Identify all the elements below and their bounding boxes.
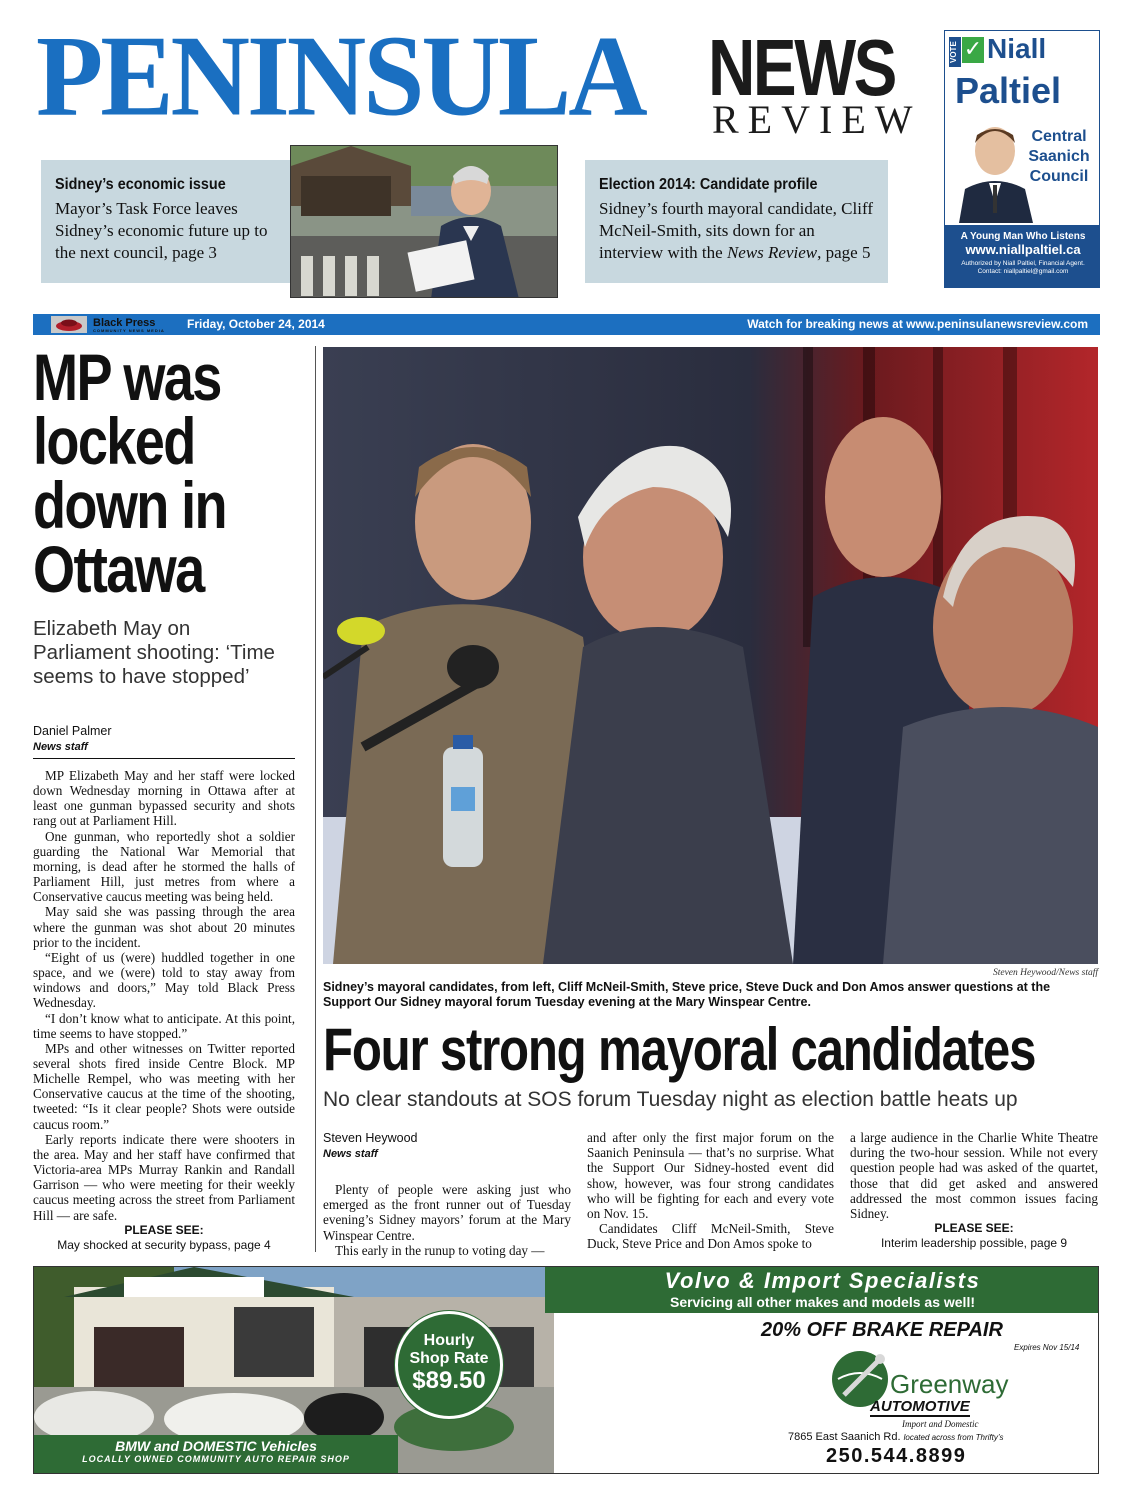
left-story-deck: Elizabeth May on Parliament shooting: ‘Time seems to have stopped’ bbox=[33, 617, 275, 688]
ad-left-band-sub: LOCALLY OWNED COMMUNITY AUTO REPAIR SHOP bbox=[82, 1454, 350, 1464]
logo-sub: Import and Domestic bbox=[902, 1419, 979, 1429]
issue-date: Friday, October 24, 2014 bbox=[187, 317, 325, 331]
logo-name: Greenway bbox=[890, 1369, 1009, 1399]
paragraph: a large audience in the Charlie White Theatre during the two-hour session. While not every question people had was asked of the quartet, those that did get asked and answered addressed the most common issues facing Sidney. bbox=[850, 1130, 1098, 1222]
offer-expiry: Expires Nov 15/14 bbox=[1014, 1343, 1080, 1352]
left-story-body bbox=[33, 768, 295, 1253]
left-story-byline bbox=[33, 723, 295, 759]
ad-left-band-title: BMW and DOMESTIC Vehicles bbox=[115, 1438, 317, 1454]
main-photo bbox=[323, 347, 1098, 964]
paragraph: MPs and other witnesses on Twitter reported several shots fired inside Centre Block. MP Michelle Rempel, who was meeting with her Conservative caucus at the time of the shooting, tweeted: “Is it clear people? Shots were outside caucus room.” bbox=[33, 1040, 295, 1132]
teaser-economic-issue[interactable] bbox=[41, 160, 290, 283]
paragraph: This early in the runup to voting day — bbox=[335, 1242, 545, 1258]
brake-offer: 20% OFF BRAKE REPAIR bbox=[761, 1319, 1003, 1341]
teaser-candidate-profile[interactable] bbox=[585, 160, 888, 283]
ad-banner-title: Volvo & Import Specialists bbox=[664, 1268, 981, 1293]
column-divider bbox=[315, 346, 316, 1252]
black-press-icon bbox=[51, 316, 87, 333]
paragraph: Plenty of people were asking just who emerged as the front runner out of Tuesday evening’s Sidney mayors’ forum at the Mary Winspear Centre. bbox=[323, 1182, 571, 1243]
teaser-body-publication: News Review bbox=[726, 243, 818, 262]
paragraph: “Eight of us (were) huddled together in one space, and we (were) told to stay away from windows and doors,” May told Black Press Wednesday. bbox=[33, 949, 295, 1011]
rate-line: Hourly bbox=[423, 1332, 475, 1349]
office-line: Saanich bbox=[1028, 148, 1090, 165]
election-ad[interactable] bbox=[944, 30, 1100, 288]
teaser-photo-mayor bbox=[290, 145, 558, 298]
photo-caption: Sidney’s mayoral candidates, from left, Cliff McNeil-Smith, Steve price, Steve Duck and Don Amos answer questions at the Support Our Sidney mayoral forum Tuesday evening at the Mary Winspear Centre. bbox=[323, 980, 1051, 1009]
teaser-photo-image bbox=[291, 146, 558, 298]
headline-line: locked bbox=[33, 404, 195, 478]
ad-phone[interactable]: 250.544.8899 bbox=[826, 1445, 967, 1467]
candidate-last-name: Paltiel bbox=[955, 70, 1062, 111]
paragraph: One gunman, who reportedly shot a soldier guarding the National War Memorial that morning, is dead after he stormed the halls of Parliament Hill, just metres from where a Conservative caucus meeting was being held. bbox=[33, 828, 295, 905]
continued-link[interactable]: Interim leadership possible, page 9 bbox=[880, 1236, 1068, 1251]
election-website-link[interactable]: www.niallpaltiel.ca bbox=[965, 242, 1081, 257]
continued-link[interactable]: May shocked at security bypass, page 4 bbox=[57, 1237, 271, 1252]
teaser-body-start: Sidney’s fourth mayoral candidate, Cliff McNeil-Smith, sits down for an interview with the bbox=[599, 199, 873, 262]
ad-left-band bbox=[34, 1435, 398, 1474]
masthead-title-news: NEWS bbox=[708, 23, 895, 112]
paragraph: and after only the first major forum on the Saanich Peninsula — that’s no surprise. What the Support Our Sidney-hosted event did show, however, was four strong candidates who will be fighting for each and every vote on Nov. 15. bbox=[587, 1130, 834, 1222]
author-name: Steven Heywood bbox=[323, 1131, 418, 1145]
black-press-logo bbox=[45, 316, 165, 333]
check-mark-icon: ✓ bbox=[963, 37, 983, 62]
election-tagline: A Young Man Who Listens bbox=[960, 231, 1086, 242]
main-story-headline[interactable]: Four strong mayoral candidates bbox=[323, 1016, 1036, 1083]
author-name: Daniel Palmer bbox=[33, 724, 112, 738]
teaser-body: Mayor’s Task Force leaves Sidney’s economic future up to the next council, page 3 bbox=[55, 199, 268, 262]
author-role: News staff bbox=[33, 741, 88, 753]
paragraph: May said she was passing through the area where the gunman was shot about 20 minutes prior to the incident. bbox=[33, 904, 295, 950]
publisher-name: Black Press bbox=[93, 317, 156, 329]
website-link[interactable]: Watch for breaking news at www.peninsulanewsreview.com bbox=[747, 317, 1088, 331]
paragraph: Candidates Cliff McNeil-Smith, Steve Duck, Steve Price and Don Amos spoke to bbox=[587, 1221, 834, 1252]
date-bar bbox=[33, 314, 1100, 335]
headline-line: Ottawa bbox=[33, 532, 204, 606]
paragraph: Early reports indicate there were shooters in the area. May and her staff have confirmed that Victoria-area MPs Murray Rankin and Randall Garrison — who were meeting for their weekly caucus meeting across the street from Parliament Hill — are safe. bbox=[33, 1131, 295, 1223]
paragraph: “I don’t know what to anticipate. At this point, time seems to have stopped.” bbox=[33, 1010, 295, 1041]
ad-banner-sub: Servicing all other makes and models as well! bbox=[669, 1294, 975, 1310]
election-ad-footer bbox=[945, 225, 1100, 288]
rate-price: $89.50 bbox=[412, 1367, 486, 1394]
masthead-title-peninsula: PENINSULA bbox=[36, 11, 645, 140]
main-story-column bbox=[850, 1130, 1098, 1251]
election-authorized: Authorized by Niall Paltiel, Financial Agent. bbox=[961, 260, 1085, 267]
teaser-heading: Sidney’s economic issue bbox=[55, 176, 226, 193]
author-role: News staff bbox=[323, 1148, 378, 1160]
shop-rate-badge bbox=[395, 1311, 503, 1419]
election-office bbox=[1017, 127, 1100, 187]
election-contact: Contact: niallpaltiel@gmail.com bbox=[977, 268, 1069, 275]
main-story-column bbox=[587, 1130, 834, 1252]
ad-address bbox=[788, 1431, 1003, 1443]
main-story-byline bbox=[323, 1130, 571, 1162]
teaser-body-end: , page 5 bbox=[817, 243, 871, 262]
photo-credit: Steven Heywood/News staff bbox=[992, 968, 1098, 978]
vote-label: VOTE bbox=[949, 37, 961, 67]
logo-automotive: AUTOMOTIVE bbox=[870, 1398, 970, 1415]
address-note: located across from Thrifty’s bbox=[903, 1433, 1004, 1442]
rate-line: Shop Rate bbox=[409, 1350, 489, 1367]
headline-line: down in bbox=[33, 468, 226, 542]
left-story-headline[interactable] bbox=[33, 340, 304, 606]
paragraph: MP Elizabeth May and her staff were locked down Wednesday morning in Ottawa after at least one gunman bypassed security and shots rang out at Parliament Hill. bbox=[33, 768, 295, 829]
teaser-heading: Election 2014: Candidate profile bbox=[599, 176, 818, 193]
address-text: 7865 East Saanich Rd. bbox=[788, 1431, 901, 1443]
main-story-column bbox=[323, 1130, 571, 1258]
greenway-automotive-ad[interactable] bbox=[33, 1266, 1099, 1474]
office-line: Council bbox=[1029, 168, 1089, 185]
office-line: Central bbox=[1031, 128, 1087, 145]
candidate-first-name: Niall bbox=[987, 33, 1047, 64]
mayoral-forum-photo bbox=[323, 347, 1098, 964]
main-story-deck: No clear standouts at SOS forum Tuesday night as election battle heats up bbox=[323, 1088, 1018, 1111]
please-see-label: PLEASE SEE: bbox=[934, 1221, 1014, 1236]
please-see-label: PLEASE SEE: bbox=[124, 1222, 204, 1237]
masthead-title-review: REVIEW bbox=[712, 97, 922, 142]
ad-banner bbox=[545, 1267, 1099, 1313]
publisher-sub: COMMUNITY NEWS MEDIA bbox=[93, 328, 165, 333]
headline-line: MP was bbox=[33, 340, 221, 414]
